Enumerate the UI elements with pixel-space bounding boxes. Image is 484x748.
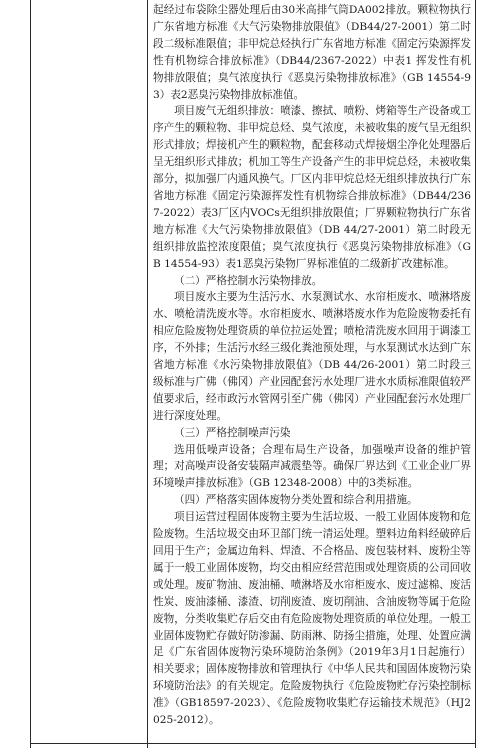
document-body xyxy=(153,2,471,729)
table-left-border xyxy=(30,0,31,748)
paragraph-solid-waste: 项目运营过程固体废物主要为生活垃圾、一般工业固体废物和危险废物。生活垃圾交由环卫部门统一清运处理。塑料边角料经破碎后回用于生产；金属边角料、焊渣、不合格品、废包装材料、废粉尘等属于一般工业固体废物，均交由相应经营范围或处理资质的公司回收或处理。废矿物油、废油桶、喷淋塔及水帘柜废水、废过滤棉、废活性炭、废油漆桶、漆渣、切削废渣、废切削油、含油废物等属于危险废物，分类收集贮存后交由有危险废物处理资质的单位处理。一般工业固体废物贮存做好防渗漏、防雨淋、防扬尘措施，处理、处置应满足《广东省固体废物污染环境防治条例》（2019年3月1日起施行）相关要求；固体废物排放和管理执行《中华人民共和国固体废物污染环境防治法》的有关规定。危险废物执行《危险废物贮存污染控制标准》（GB18597-2023）、《危险废物收集贮存运输技术规范》（HJ2025-2012）。 xyxy=(153,511,471,727)
heading-water-pollution: （二）严格控制水污染物排放。 xyxy=(174,274,323,287)
paragraph-air-unorganized-emission: 项目废气无组织排放：喷漆、擦拭、喷粉、烤箱等生产设备或工序产生的颗粒物、非甲烷总烃、臭气浓度，未被收集的废气呈无组织形式排放；焊接机产生的颗粒物，配套移动式焊接烟尘净化处理器后呈无组织形式排放；机加工等生产设备产生的非甲烷总烃，未被收集部分，拟加强厂内通风换气。厂区内非甲烷总烃无组织排放执行广东省地方标准《固定污染源挥发性有机物综合排放标准》（DB44/2367-2022）表3厂区内VOCs无组织排放限值；厂界颗粒物执行广东省地方标准《大气污染物排放限值》（DB 44/27-2001）第二时段无组织排放监控浓度限值；臭气浓度执行《恶臭污染物排放标准》（GB 14554-93）表1恶臭污染物厂界标准值的二级新扩改建标准。 xyxy=(153,105,471,270)
table-right-border xyxy=(475,0,476,748)
heading-noise-pollution: （三）严格控制噪声污染 xyxy=(174,426,291,439)
paragraph-wastewater: 项目废水主要为生活污水、水泵测试水、水帘柜废水、喷淋塔废水、喷枪清洗废水等。水帘柜废水、喷淋塔废水作为危险废物委托有相应危险废物处理资质的单位拉运处置；喷枪清洗废水回用于调漆工序，不外排；生活污水经三级化粪池预处理，与水泵测试水达到广东省地方标准《水污染物排放限值》（DB 44/26-2001）第二时段三级标准与广佛（佛冈）产业园配套污水处理厂进水水质标准限值较严值要求后，经市政污水管网引至广佛（佛冈）产业园配套污水处理厂进行深度处理。 xyxy=(153,291,471,422)
heading-solid-waste: （四）严格落实固体废物分类处置和综合利用措施。 xyxy=(174,494,418,507)
table-column-divider xyxy=(147,0,148,748)
paragraph-air-organized-emission: 起经过布袋除尘器处理后由30米高排气筒DA002排放。颗粒物执行广东省地方标准《大气污染物排放限值》（DB44/27-2001）第二时段二级标准限值；非甲烷总烃执行广东省地方标准《固定污染源挥发性有机物综合排放标准》（DB44/2367-2022）中表1 挥发性有机物排放限值；臭气浓度执行《恶臭污染物排放标准》（GB 14554-93）表2恶臭污染物排放标准值。 xyxy=(153,4,471,101)
table-bottom-border xyxy=(30,743,476,744)
paragraph-noise: 选用低噪声设备；合理布局生产设备，加强噪声设备的维护管理；对高噪声设备安装隔声减震垫等。确保厂界达到《工业企业厂界环境噪声排放标准》（GB 12348-2008）中的3类标准。 xyxy=(153,443,471,490)
